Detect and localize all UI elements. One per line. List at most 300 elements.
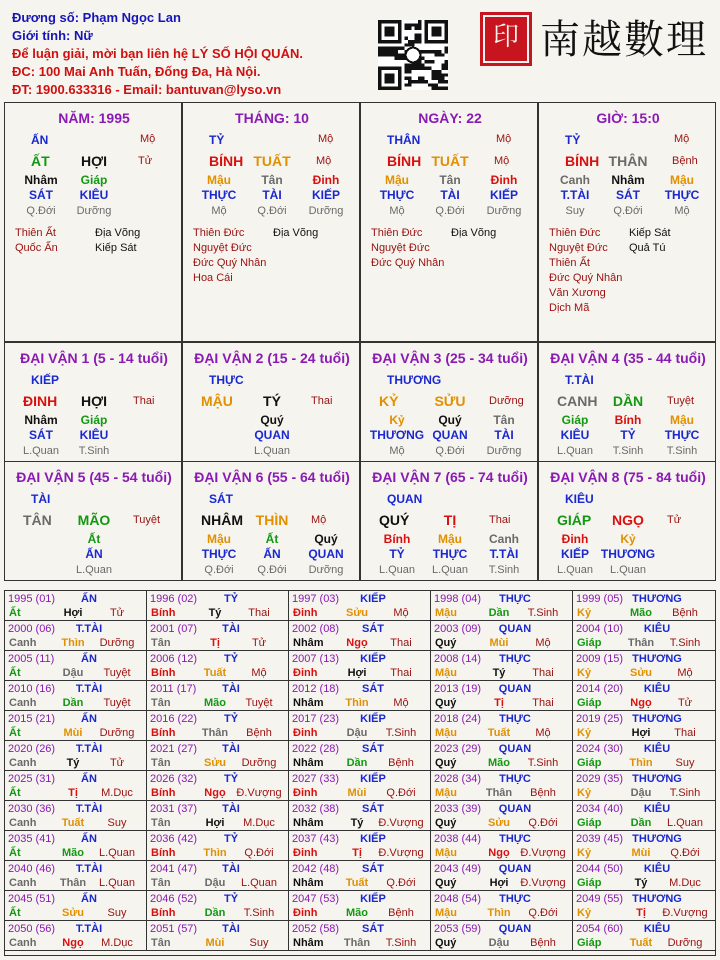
annual-branch: Dần <box>204 907 226 919</box>
annual-stage: Tử <box>109 757 125 769</box>
annual-stage: L.Quan <box>240 877 278 889</box>
annual-stage: Dưỡng <box>99 727 135 739</box>
star-left: Đức Quý Nhân <box>193 257 267 269</box>
annual-stem: Quý <box>435 937 457 949</box>
annual-stem: Giáp <box>577 817 602 829</box>
star-right: Địa Võng <box>451 227 497 239</box>
annual-cell <box>573 621 715 651</box>
life-stage: Thai <box>133 395 155 407</box>
annual-stage: M.Dục <box>101 937 133 949</box>
hidden-ten-god: THỰC <box>664 188 700 202</box>
dai-van-box <box>4 461 182 581</box>
annual-ten-god: THƯƠNG <box>632 713 682 725</box>
annual-year: 1998 (04) <box>434 593 482 605</box>
annual-cell <box>147 891 289 921</box>
annual-year: 1996 (02) <box>150 593 198 605</box>
annual-branch: Dần <box>488 607 510 619</box>
annual-stage: Bệnh <box>530 787 556 799</box>
annual-stage: Bệnh <box>246 727 272 739</box>
annual-stage: Thai <box>390 637 412 649</box>
annual-cell <box>5 831 147 861</box>
annual-cell <box>573 711 715 741</box>
annual-ten-god: QUAN <box>498 923 532 935</box>
hidden-stem: Mậu <box>385 173 409 187</box>
annual-branch: Tị <box>494 697 504 709</box>
dai-van-box <box>538 342 716 462</box>
annual-year: 2015 (21) <box>8 713 56 725</box>
annual-branch: Ngọ <box>488 847 510 859</box>
pillar-box <box>538 102 716 342</box>
earthly-branch: TUẤT <box>431 153 469 169</box>
star-left: Nguyệt Đức <box>371 242 430 254</box>
annual-stage: M.Dục <box>669 877 701 889</box>
hidden-stage: Q.Đới <box>435 445 465 457</box>
earthly-branch: THÌN <box>255 512 289 528</box>
annual-cell <box>5 921 147 951</box>
annual-stage: Đ.Vượng <box>520 877 566 889</box>
annual-stem: Quý <box>435 757 457 769</box>
annual-branch: Thìn <box>345 697 369 709</box>
annual-year: 2043 (49) <box>434 863 482 875</box>
annual-stage: Q.Đới <box>386 877 416 889</box>
dai-van-box <box>182 342 360 462</box>
pillar-title: GIỜ: 15:0 <box>596 110 660 126</box>
annual-branch: Hợi <box>631 727 651 739</box>
life-stage: Mộ <box>311 514 327 526</box>
hidden-stage: T.Sinh <box>612 445 644 457</box>
dai-van-box <box>360 342 538 462</box>
annual-year: 2023 (29) <box>434 743 482 755</box>
hidden-stage: Dưỡng <box>486 445 522 457</box>
annual-stage: L.Quan <box>98 877 136 889</box>
annual-stem: Ất <box>9 907 21 919</box>
annual-stem: Bính <box>151 847 176 859</box>
annual-branch: Ngọ <box>204 787 226 799</box>
hidden-stem: Mậu <box>670 173 694 187</box>
hidden-ten-god: T.TÀI <box>489 547 519 561</box>
hidden-ten-god: TỶ <box>389 547 405 561</box>
annual-cell <box>289 711 431 741</box>
annual-ten-god: TỶ <box>223 893 239 905</box>
life-stage: Tử <box>138 155 153 167</box>
annual-ten-god: ẤN <box>81 653 97 665</box>
annual-stage: Dưỡng <box>667 937 703 949</box>
annual-stage: T.Sinh <box>527 757 559 769</box>
annual-cell <box>431 621 573 651</box>
annual-cell <box>431 651 573 681</box>
annual-stage: Q.Đới <box>528 817 558 829</box>
seal-stamp-icon <box>478 10 534 68</box>
annual-year: 2031 (37) <box>150 803 198 815</box>
annual-cell <box>573 801 715 831</box>
hidden-stem: Đinh <box>490 173 518 187</box>
annual-ten-god: KIẾP <box>360 833 386 845</box>
annual-stem: Mậu <box>435 667 457 679</box>
annual-branch: Tuất <box>61 817 85 829</box>
hidden-ten-god: KIẾP <box>311 188 341 202</box>
hidden-stem: Đinh <box>312 173 340 187</box>
hidden-stem: Mậu <box>438 532 462 546</box>
annual-cell <box>289 891 431 921</box>
annual-stage: Tuyệt <box>245 697 273 709</box>
hidden-stage: Q.Đới <box>204 564 234 576</box>
annual-stage: T.Sinh <box>243 907 275 919</box>
hidden-stage: Q.Đới <box>257 205 287 217</box>
annual-year: 2045 (51) <box>8 893 56 905</box>
annual-branch: Sửu <box>629 667 653 679</box>
annual-luck-table <box>4 590 716 956</box>
annual-cell <box>289 621 431 651</box>
hidden-ten-god: THỰC <box>432 547 468 561</box>
pillar-title: ĐẠI VẬN 3 (25 - 34 tuổi) <box>372 350 528 366</box>
annual-branch: Dần <box>346 757 368 769</box>
annual-cell <box>5 801 147 831</box>
annual-branch: Tị <box>68 787 78 799</box>
annual-cell <box>147 591 289 621</box>
star-left: Đức Quý Nhân <box>371 257 445 269</box>
annual-ten-god: KIẾP <box>360 713 386 725</box>
ten-god-can: THƯƠNG <box>387 373 442 387</box>
annual-stage: Thai <box>390 667 412 679</box>
annual-year: 2017 (23) <box>292 713 340 725</box>
hidden-stem: Nhâm <box>611 173 645 187</box>
hidden-stem: Giáp <box>561 413 589 427</box>
star-left: Nguyệt Đức <box>549 242 608 254</box>
annual-cell <box>431 801 573 831</box>
annual-stage: L.Quan <box>666 817 704 829</box>
annual-branch: Mùi <box>205 937 225 949</box>
annual-ten-god: THƯƠNG <box>632 833 682 845</box>
annual-stem: Mậu <box>435 847 457 859</box>
annual-ten-god: SÁT <box>362 683 384 695</box>
annual-stem: Đinh <box>293 787 318 799</box>
annual-branch: Sửu <box>487 817 511 829</box>
annual-stem: Nhâm <box>293 817 324 829</box>
annual-stem: Kỷ <box>577 667 592 679</box>
annual-stem: Canh <box>9 937 37 949</box>
annual-cell <box>431 861 573 891</box>
annual-year: 2005 (11) <box>8 653 55 665</box>
star-left: Thiên Đức <box>549 227 601 239</box>
annual-stem: Quý <box>435 817 457 829</box>
annual-year: 2016 (22) <box>150 713 198 725</box>
annual-cell <box>431 831 573 861</box>
annual-cell <box>289 831 431 861</box>
star-left: Thiên Đức <box>193 227 245 239</box>
annual-cell <box>573 891 715 921</box>
hidden-stage: Q.Đới <box>26 205 56 217</box>
ten-god-can: T.TÀI <box>565 373 594 387</box>
life-stage: Tử <box>667 514 682 526</box>
annual-cell <box>147 801 289 831</box>
heavenly-stem: QUÝ <box>379 512 410 528</box>
annual-cell <box>289 651 431 681</box>
annual-branch: Mão <box>630 607 652 619</box>
hidden-stem: Kỷ <box>620 532 636 546</box>
life-stage: Dưỡng <box>489 395 524 407</box>
hidden-stem: Kỷ <box>389 413 405 427</box>
annual-stage: Suy <box>107 907 127 919</box>
top-state: Mộ <box>140 133 156 145</box>
annual-ten-god: TỶ <box>223 653 239 665</box>
star-right: Địa Võng <box>95 227 141 239</box>
annual-stage: Thai <box>532 667 554 679</box>
annual-year: 2013 (19) <box>434 683 482 695</box>
annual-year: 2012 (18) <box>292 683 340 695</box>
annual-stem: Kỷ <box>577 607 592 619</box>
annual-branch: Tuất <box>345 877 369 889</box>
annual-branch: Hợi <box>489 877 509 889</box>
hidden-stem: Tân <box>261 173 283 187</box>
annual-stem: Giáp <box>577 757 602 769</box>
annual-branch: Mùi <box>631 847 651 859</box>
annual-stage: Bệnh <box>530 937 556 949</box>
annual-ten-god: T.TÀI <box>75 863 103 875</box>
annual-cell <box>431 771 573 801</box>
star-left: Đức Quý Nhân <box>549 272 623 284</box>
annual-branch: Mùi <box>489 637 509 649</box>
annual-ten-god: THỰC <box>499 593 531 605</box>
ten-god-can: TỶ <box>209 133 225 147</box>
hidden-ten-god: THỰC <box>664 428 700 442</box>
hidden-stage: L.Quan <box>22 445 60 457</box>
annual-year: 2019 (25) <box>576 713 624 725</box>
hidden-ten-god: KIẾP <box>489 188 519 202</box>
annual-cell <box>431 591 573 621</box>
hidden-ten-god: SÁT <box>616 188 640 202</box>
annual-stem: Mậu <box>435 607 457 619</box>
annual-branch: Dần <box>630 817 652 829</box>
annual-stem: Ất <box>9 667 21 679</box>
life-stage: Tuyệt <box>133 514 161 526</box>
annual-cell <box>5 861 147 891</box>
annual-cell <box>289 801 431 831</box>
heavenly-stem: TÂN <box>23 512 52 528</box>
annual-cell <box>5 591 147 621</box>
annual-stem: Quý <box>435 637 457 649</box>
annual-ten-god: ẤN <box>81 593 97 605</box>
annual-stem: Kỷ <box>577 787 592 799</box>
hidden-stem: Nhâm <box>24 413 58 427</box>
pillar-title: ĐẠI VẬN 5 (45 - 54 tuổi) <box>16 469 172 485</box>
annual-year: 2022 (28) <box>292 743 340 755</box>
hidden-stem: Đinh <box>561 532 589 546</box>
annual-year: 2033 (39) <box>434 803 482 815</box>
hidden-stem: Mậu <box>207 173 231 187</box>
annual-year: 2044 (50) <box>576 863 624 875</box>
hidden-stage: Q.Đới <box>613 205 643 217</box>
hidden-ten-god: QUAN <box>254 428 290 442</box>
annual-stage: T.Sinh <box>527 607 559 619</box>
annual-stage: Q.Đới <box>244 847 274 859</box>
heavenly-stem: KỶ <box>379 393 399 409</box>
hidden-stem: Tân <box>439 173 461 187</box>
annual-branch: Tý <box>66 757 80 769</box>
earthly-branch: HỢI <box>81 153 107 169</box>
pillar-box <box>4 102 182 342</box>
annual-ten-god: THỰC <box>499 833 531 845</box>
annual-stage: T.Sinh <box>385 727 417 739</box>
annual-ten-god: TÀI <box>222 743 240 755</box>
header-line: ĐT: 1900.633316 - Email: bantuvan@lyso.vn <box>12 82 282 97</box>
heavenly-stem: GIÁP <box>557 512 592 528</box>
hidden-stem: Canh <box>560 173 590 187</box>
annual-ten-god: TỶ <box>223 773 239 785</box>
annual-cell <box>147 711 289 741</box>
annual-ten-god: ẤN <box>81 893 97 905</box>
hidden-stage: Mộ <box>211 205 227 217</box>
annual-ten-god: ẤN <box>81 713 97 725</box>
annual-year: 2018 (24) <box>434 713 482 725</box>
earthly-branch: THÂN <box>608 153 648 169</box>
annual-ten-god: TỶ <box>223 833 239 845</box>
annual-branch: Dậu <box>630 787 652 799</box>
annual-stage: Tuyệt <box>103 697 131 709</box>
hidden-stage: Mộ <box>389 205 405 217</box>
annual-stage: Tử <box>677 697 693 709</box>
pillar-title: ĐẠI VẬN 2 (15 - 24 tuổi) <box>194 350 350 366</box>
hidden-stem: Ất <box>265 532 279 546</box>
annual-cell <box>147 771 289 801</box>
annual-stage: Suy <box>249 937 269 949</box>
ten-god-can: ẤN <box>31 133 49 147</box>
heavenly-stem: MẬU <box>201 393 233 409</box>
annual-ten-god: THỰC <box>499 653 531 665</box>
annual-year: 2014 (20) <box>576 683 624 695</box>
earthly-branch: HỢI <box>81 393 107 409</box>
star-left: Dịch Mã <box>549 302 590 314</box>
hidden-ten-god: TỶ <box>620 428 636 442</box>
annual-stem: Mậu <box>435 727 457 739</box>
hidden-ten-god: TÀI <box>262 188 282 202</box>
pillar-title: THÁNG: 10 <box>235 110 309 126</box>
ten-god-can: THÂN <box>387 133 421 147</box>
ten-god-can: TÀI <box>31 492 51 506</box>
earthly-branch: DẦN <box>612 393 644 409</box>
annual-year: 2032 (38) <box>292 803 340 815</box>
annual-branch: Dậu <box>488 937 510 949</box>
heavenly-stem: ĐINH <box>23 393 58 409</box>
dai-van-box <box>4 342 182 462</box>
hidden-stage: L.Quan <box>556 445 594 457</box>
heavenly-stem: BÍNH <box>387 153 422 169</box>
header-line: Giới tính: Nữ <box>12 28 93 43</box>
star-left: Thiên Ất <box>549 257 590 269</box>
hidden-ten-god: KIÊU <box>79 428 109 442</box>
life-stage: Bệnh <box>672 155 698 167</box>
pillar-box <box>182 102 360 342</box>
annual-stage: T.Sinh <box>669 787 701 799</box>
annual-stage: Bệnh <box>672 607 698 619</box>
hidden-stem: Ất <box>87 532 101 546</box>
annual-year: 2000 (06) <box>8 623 56 635</box>
star-left: Nguyệt Đức <box>193 242 252 254</box>
annual-year: 2039 (45) <box>576 833 624 845</box>
annual-year: 1997 (03) <box>292 593 340 605</box>
hidden-ten-god: KIÊU <box>560 428 590 442</box>
annual-stem: Canh <box>9 637 37 649</box>
annual-branch: Thìn <box>487 907 511 919</box>
annual-branch: Tị <box>352 847 362 859</box>
header-line: ĐC: 100 Mai Anh Tuấn, Đống Đa, Hà Nội. <box>12 64 261 79</box>
hidden-stem: Nhâm <box>24 173 58 187</box>
annual-stage: M.Dục <box>243 817 275 829</box>
annual-stem: Nhâm <box>293 637 324 649</box>
annual-cell <box>573 921 715 951</box>
dai-van-box <box>182 461 360 581</box>
pillar-title: ĐẠI VẬN 6 (55 - 64 tuổi) <box>194 469 350 485</box>
annual-branch: Mùi <box>63 727 83 739</box>
qr-code-icon[interactable] <box>378 20 448 90</box>
hidden-stage: T.Sinh <box>488 564 520 576</box>
annual-stem: Đinh <box>293 607 318 619</box>
annual-year: 2036 (42) <box>150 833 198 845</box>
pillar-title: ĐẠI VẬN 1 (5 - 14 tuổi) <box>20 350 168 366</box>
annual-branch: Thân <box>485 787 513 799</box>
annual-stage: Đ.Vượng <box>520 847 566 859</box>
hidden-stem: Giáp <box>80 173 108 187</box>
annual-year: 2029 (35) <box>576 773 624 785</box>
annual-year: 2009 (15) <box>576 653 624 665</box>
annual-branch: Tị <box>210 637 220 649</box>
annual-ten-god: T.TÀI <box>75 623 103 635</box>
hidden-stage: Suy <box>565 205 585 217</box>
annual-branch: Thân <box>343 937 371 949</box>
heavenly-stem: BÍNH <box>565 153 600 169</box>
annual-branch: Tuất <box>487 727 511 739</box>
annual-branch: Ngọ <box>630 697 652 709</box>
annual-ten-god: KIẾP <box>360 653 386 665</box>
pillar-title: ĐẠI VẬN 8 (75 - 84 tuổi) <box>550 469 706 485</box>
hidden-stage: Dưỡng <box>486 205 522 217</box>
annual-cell <box>5 651 147 681</box>
dai-van-box <box>538 461 716 581</box>
annual-cell <box>5 621 147 651</box>
annual-ten-god: TÀI <box>222 623 240 635</box>
annual-stage: L.Quan <box>98 847 136 859</box>
annual-branch: Hợi <box>347 667 367 679</box>
annual-stage: Bệnh <box>388 757 414 769</box>
annual-cell <box>289 921 431 951</box>
annual-stem: Tân <box>151 937 171 949</box>
annual-cell <box>289 591 431 621</box>
svg-text:印: 印 <box>492 22 520 52</box>
annual-stage: Tuyệt <box>103 667 131 679</box>
annual-ten-god: QUAN <box>498 803 532 815</box>
annual-year: 2037 (43) <box>292 833 340 845</box>
pillar-title: NGÀY: 22 <box>418 110 482 126</box>
brand-logo: 南越數理 <box>540 17 708 63</box>
annual-stem: Canh <box>9 817 37 829</box>
hidden-stem: Bính <box>383 532 411 546</box>
annual-ten-god: QUAN <box>498 743 532 755</box>
star-left: Văn Xương <box>549 287 606 299</box>
annual-cell <box>147 921 289 951</box>
hidden-ten-god: THỰC <box>379 188 415 202</box>
annual-stem: Canh <box>9 877 37 889</box>
annual-cell <box>147 681 289 711</box>
dai-van-box <box>360 461 538 581</box>
pillar-box <box>360 102 538 342</box>
annual-ten-god: THỰC <box>499 773 531 785</box>
annual-branch: Sửu <box>345 607 369 619</box>
annual-ten-god: T.TÀI <box>75 683 103 695</box>
top-state: Mộ <box>318 133 334 145</box>
annual-year: 2049 (55) <box>576 893 624 905</box>
annual-ten-god: KIÊU <box>643 803 671 815</box>
chart-header <box>0 0 720 100</box>
annual-cell <box>147 651 289 681</box>
